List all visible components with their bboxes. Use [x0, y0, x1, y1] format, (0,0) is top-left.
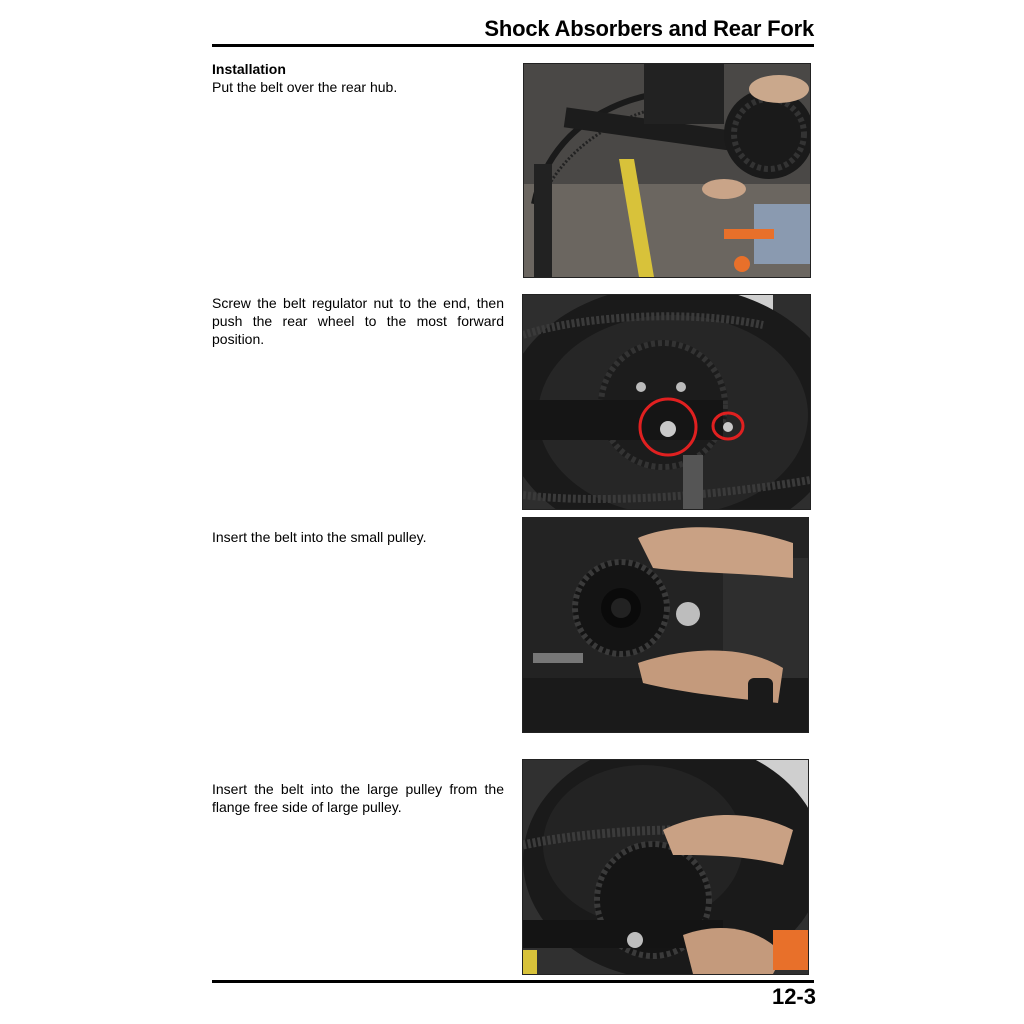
step-2-text-block: [212, 294, 504, 348]
step-3-photo: [522, 517, 809, 733]
step-2-text: Screw the belt regulator nut to the end, then push the rear wheel to the most forward position.: [212, 295, 504, 347]
step-1-text-block: [212, 60, 504, 96]
page-header-title: Shock Absorbers and Rear Fork: [484, 16, 814, 41]
step-4-text: Insert the belt into the large pulley from the flange free side of large pulley.: [212, 781, 504, 815]
page-number: 12-3: [771, 984, 816, 1009]
step-2-photo: [522, 294, 811, 510]
step-3-text: Insert the belt into the small pulley.: [212, 529, 427, 545]
section-heading: Installation: [212, 61, 286, 77]
step-1-photo: [523, 63, 811, 278]
step-4-photo: [522, 759, 809, 975]
step-1-text: Put the belt over the rear hub.: [212, 79, 398, 95]
header-rule: [212, 44, 814, 47]
step-4-text-block: [212, 780, 504, 816]
step-3-text-block: [212, 528, 504, 546]
footer-rule: [212, 980, 814, 983]
